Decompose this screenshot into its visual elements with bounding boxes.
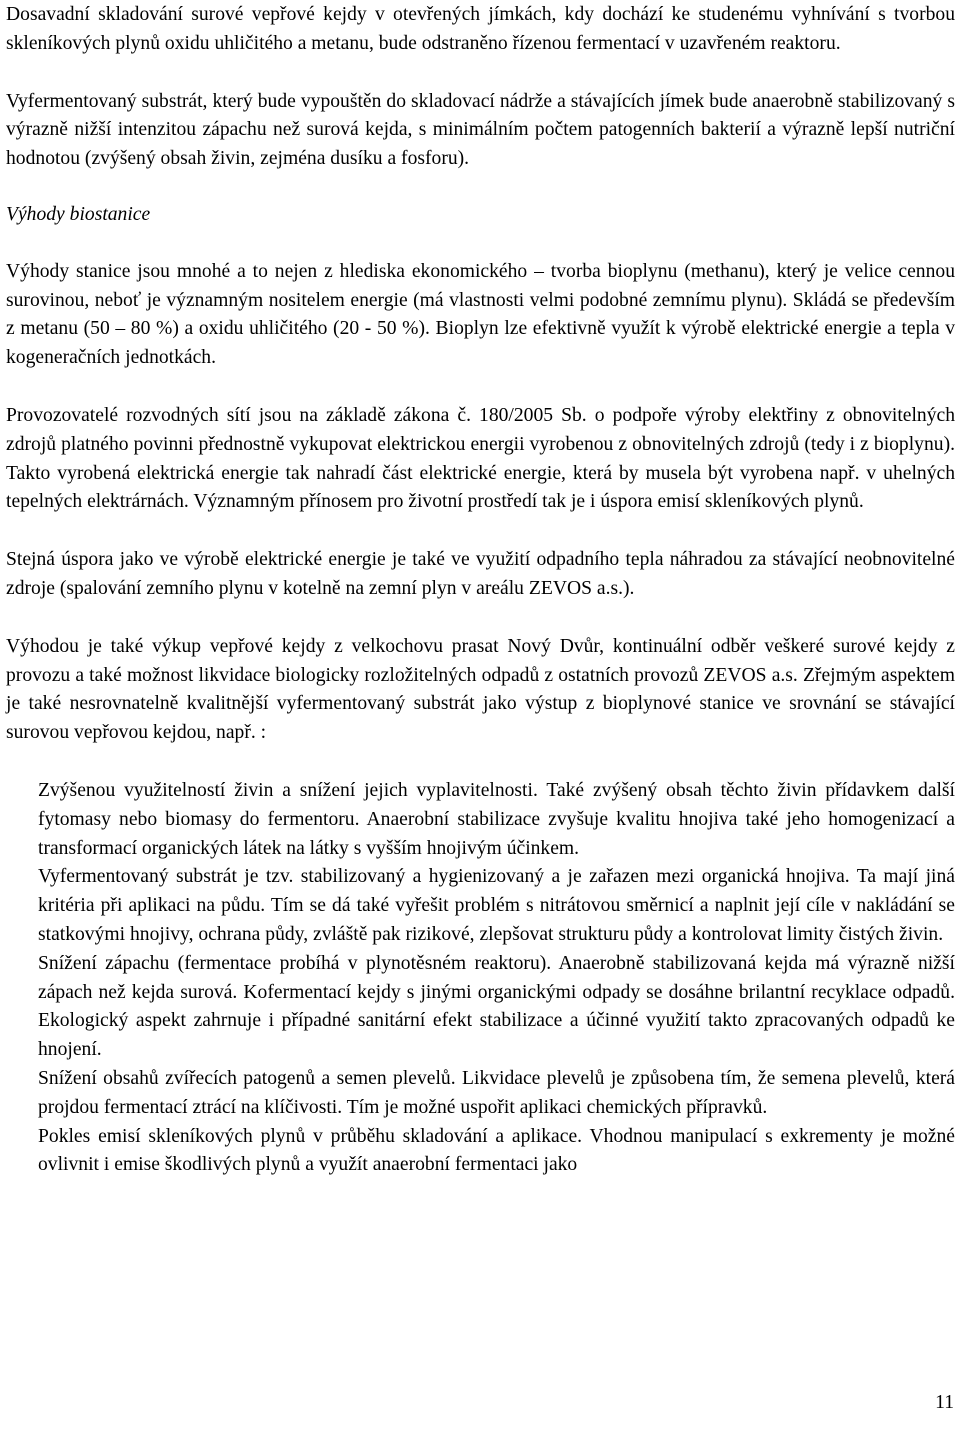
list-item: Zvýšenou využitelností živin a snížení jejich vyplavitelnosti. Také zvýšený obsah těchto živin přídavkem další fytomasy nebo biomasy do fermentoru. Anaerobní stabilizace zvyšuje kvalitu hnojiva také jeho homogenizací a transformací organických látek na látky s vyšším hnojivým účinkem. — [38, 779, 955, 859]
paragraph-heat-savings: Stejná úspora jako ve výrobě elektrické energie je také ve využití odpadního tepla náhradou za stávající neobnovitelné zdroje (spalování zemního plynu v kotelně na zemní plyn v areálu ZEVOS a.s.). — [6, 549, 955, 599]
list-item: Vyfermentovaný substrát je tzv. stabilizovaný a hygienizovaný a je zařazen mezi organická hnojiva. Ta mají jiná kritéria při aplikaci na půdu. Tím se dá také vyřešit problém s nitrátovou směrnicí a naplnit její cíle v nakládání se statkovými hnojivy, ochrana půdy, zvláště pak rizikové, zlepšovat strukturu půdy a kontrolovat limity čistých živin. — [38, 866, 955, 945]
paragraph-operators: Provozovatelé rozvodných sítí jsou na základě zákona č. 180/2005 Sb. o podpoře výroby elektřiny z obnovitelných zdrojů platného povinni přednostně vykupovat elektrickou energii vyrobenou z obnovitelných zdrojů (tedy i z bioplynu). Takto vyrobená elektrická energie tak nahradí část elektrické energie, která by musela být vyrobena např. v uhelných tepelných elektrárnách. Významným přínosem pro životní prostředí tak je i úspora emisí skleníkových plynů. — [6, 404, 955, 513]
document-page — [6, 0, 955, 1180]
list-item: Snížení obsahů zvířecích patogenů a semen plevelů. Likvidace plevelů je způsobena tím, že semena plevelů, která projdou fermentací ztrácí na klíčivosti. Tím je možné uspořit aplikaci chemických přípravků. — [38, 1067, 955, 1118]
page-number: 11 — [935, 1392, 954, 1413]
list-item: Snížení zápachu (fermentace probíhá v plynotěsném reaktoru). Anaerobně stabilizovaná kejda má výrazně nižší zápach než kejda surová. Kofermentací kejdy s jinými organickými odpady se dosáhne brilantní recyklace odpadů. Ekologický aspekt zahrnuje i případné sanitární efekt stabilizace a účinné využití takto zpracovaných odpadů ke hnojení. — [38, 952, 955, 1061]
list-item: Pokles emisí skleníkových plynů v průběhu skladování a aplikace. Vhodnou manipulací s exkrementy je možné ovlivnit i emise škodlivých plynů a využít anaerobní fermentaci jako — [38, 1125, 955, 1176]
section-heading: Výhody biostanice — [6, 203, 151, 225]
paragraph-storage: Dosavadní skladování surové vepřové kejdy v otevřených jímkách, kdy dochází ke studenému vyhnívání s tvorbou skleníkových plynů oxidu uhličitého a metanu, bude odstraněno řízenou fermentací v uzavřeném reaktoru. — [6, 4, 955, 54]
benefits-list — [6, 777, 955, 1180]
paragraph-advantages: Výhody stanice jsou mnohé a to nejen z hlediska ekonomického – tvorba bioplynu (methanu), který je velice cennou surovinou, neboť je významným nositelem energie (má vlastnosti velmi podobné zemnímu plynu). Skládá se především z metanu (50 – 80 %) a oxidu uhličitého (20 - 50 %). Bioplyn lze efektivně využít k výrobě elektrické energie a tepla v kogeneračních jednotkách. — [6, 260, 955, 369]
paragraph-purchase: Výhodou je také výkup vepřové kejdy z velkochovu prasat Nový Dvůr, kontinuální odběr veškeré surové kejdy z provozu a také možnost likvidace biologicky rozložitelných odpadů z ostatních provozů ZEVOS a.s. Zřejmým aspektem je také nesrovnatelně kvalitnější vyfermentovaný substrát jako výstup z bioplynové stanice ve srovnání se stávající surovou vepřovou kejdou, např. : — [6, 635, 955, 744]
paragraph-substrate: Vyfermentovaný substrát, který bude vypouštěn do skladovací nádrže a stávajících jímek bude anaerobně stabilizovaný s výrazně nižší intenzitou zápachu než surová kejda, s minimálním počtem patogenních bakterií a výrazně lepší nutriční hodnotou (zvýšený obsah živin, zejména dusíku a fosforu). — [6, 90, 955, 170]
